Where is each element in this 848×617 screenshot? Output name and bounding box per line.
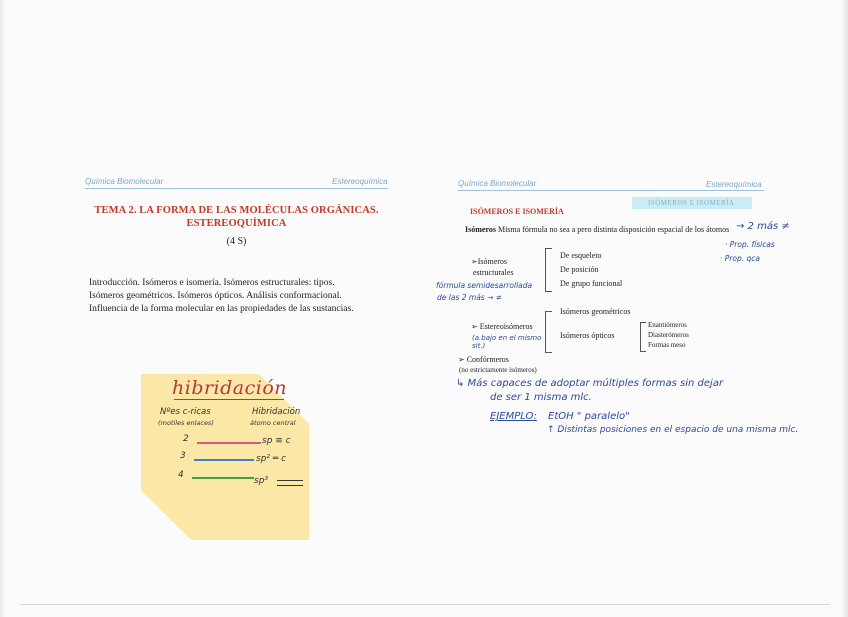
sticky-title: hibridación — [172, 377, 288, 399]
row-number: 2 — [183, 434, 189, 444]
title-underline — [174, 399, 284, 400]
left-header-section: Estereoquímica — [332, 177, 388, 186]
brace — [545, 311, 552, 353]
tree-item: Enantiómeros — [648, 321, 687, 329]
page-subtitle: ESTEREOQUÍMICA — [186, 218, 287, 229]
tree-item: Formas meso — [648, 341, 686, 349]
column-subheader: (motiles enlaces) — [158, 419, 214, 427]
row-number: 4 — [178, 470, 184, 480]
tree-item: De grupo funcional — [560, 279, 623, 288]
tree-item: Isómeros ópticos — [560, 331, 615, 340]
bond-symbol — [277, 480, 303, 486]
handwritten-note: ↑ Distintas posiciones en el espacio de una misma mlc. — [547, 425, 799, 435]
header-rule — [458, 190, 764, 191]
duration: (4 S) — [226, 236, 247, 247]
tree-label: estructurales — [473, 268, 514, 277]
content-line: Isómeros geométricos. Isómeros ópticos. Análisis conformacional. — [89, 291, 342, 301]
tree-label: ➢ Confórmeros — [458, 355, 509, 364]
column-subheader: átomo central — [250, 419, 296, 427]
row-number: 3 — [180, 451, 186, 461]
tree-item: Isómeros geométricos — [560, 307, 631, 316]
hybridization-line — [197, 442, 261, 444]
definition-label: Isómeros — [465, 225, 496, 234]
handwritten-note: · Prop. físicas — [725, 240, 775, 249]
handwritten-note: EJEMPLO: — [490, 411, 537, 422]
brace — [640, 322, 646, 352]
divider — [20, 604, 830, 605]
content-line: Introducción. Isómeros e isomería. Isómeros estructurales: tipos. — [89, 278, 335, 288]
handwritten-note: de las 2 más → ≠ — [437, 293, 503, 302]
hybridization-line — [192, 477, 254, 479]
hybridization-label: sp ≡ c — [262, 436, 291, 446]
definition-line — [465, 225, 729, 234]
content-line: Influencia de la forma molecular en las propiedades de las sustancias. — [89, 304, 354, 314]
column-header: Nºes c-ricas — [160, 407, 211, 417]
page-edge — [840, 0, 848, 617]
tree-label: (no estrictamente isómeros) — [459, 366, 537, 374]
left-header-title: Química Biomolecular — [85, 177, 164, 186]
definition-text: Misma fórmula no sea a pero distinta disposición espacial de los átomos — [497, 225, 730, 234]
page-edge — [0, 0, 6, 617]
tree-label: ➢Isómeros — [471, 257, 508, 266]
handwritten-note: ↳ Más capaces de adoptar múltiples formas sin dejar — [456, 378, 724, 389]
tree-item: Diasterómeros — [648, 331, 689, 339]
tree-item: De esqueleto — [560, 251, 602, 260]
brace — [545, 248, 552, 292]
handwritten-note: · Prop. qca — [720, 254, 760, 263]
right-header-title: Química Biomolecular — [458, 179, 537, 188]
highlight-text: ISÓMEROS E ISOMERÍA — [648, 199, 735, 207]
handwritten-note: → 2 más ≠ — [736, 221, 790, 232]
header-rule — [85, 188, 388, 189]
hybridization-line — [194, 459, 254, 461]
section-title: ISÓMEROS E ISOMERÍA — [470, 207, 564, 216]
handwritten-note: fórmula semidesarrollada — [436, 281, 533, 290]
page-title: TEMA 2. LA FORMA DE LAS MOLÉCULAS ORGÁNICAS. — [94, 205, 379, 216]
right-header-section: Estereoquímica — [706, 180, 762, 189]
hybridization-label: sp² ═ c — [256, 454, 287, 464]
tree-label: ➢ Estereoisómeros — [471, 322, 533, 331]
handwritten-note: (a.bajo en el mismo sit.) — [472, 334, 542, 350]
column-header: Hibridación — [252, 407, 301, 417]
handwritten-note: de ser 1 misma mlc. — [490, 392, 592, 403]
hybridization-label: sp³ — [254, 476, 269, 486]
tree-item: De posición — [560, 265, 599, 274]
handwritten-note: EtOH " paralelo" — [548, 411, 630, 422]
